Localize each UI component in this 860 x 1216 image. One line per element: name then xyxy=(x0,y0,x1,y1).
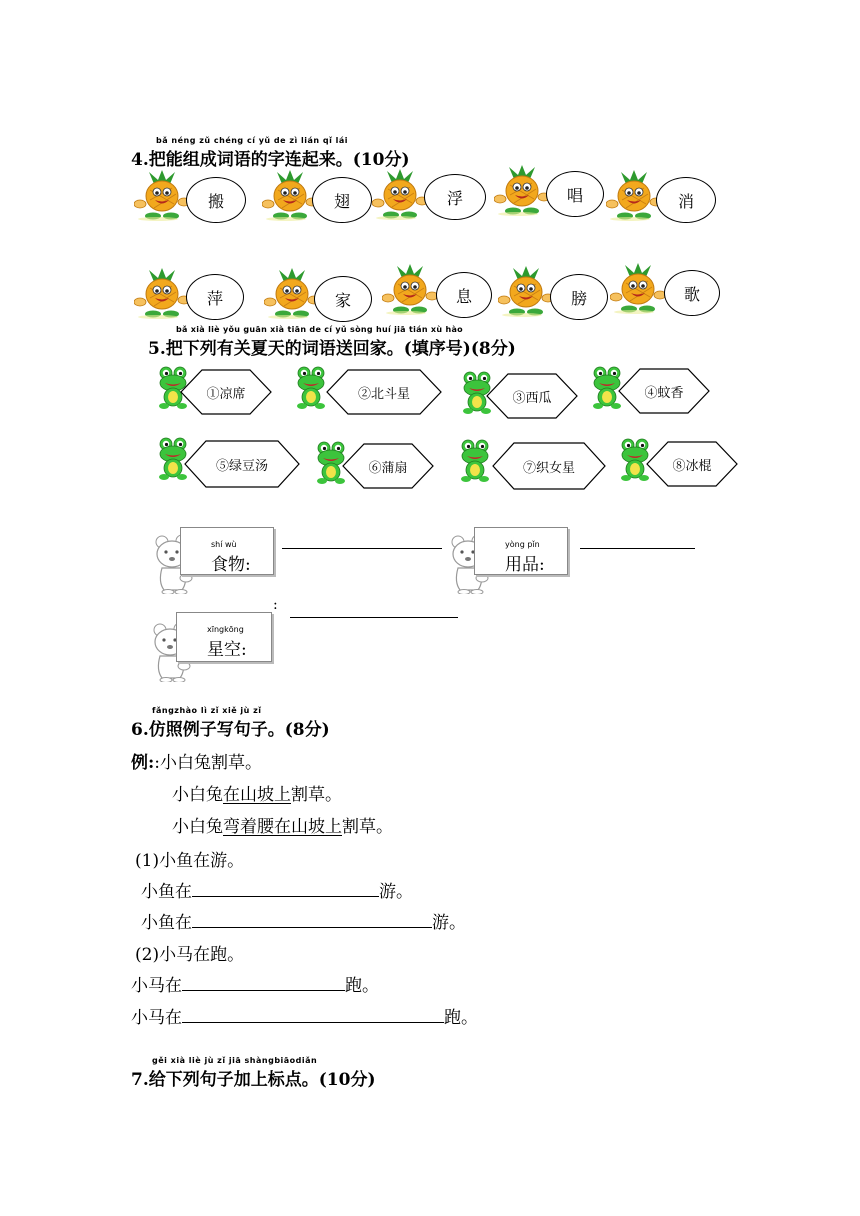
character-oval[interactable]: 膀 xyxy=(550,274,608,320)
category-card[interactable] xyxy=(474,527,568,575)
item-1a-suffix: 游。 xyxy=(379,882,413,902)
word-hexagon[interactable] xyxy=(342,443,434,489)
answer-line-supplies[interactable] xyxy=(580,548,695,549)
colon: : xyxy=(273,597,278,613)
q6-title: 6.仿照例子写句子。(8分) xyxy=(131,720,330,740)
pineapple-icon xyxy=(134,268,192,324)
card-word: 星空: xyxy=(207,640,247,660)
example-line-3-underlined: 弯着腰在山坡上 xyxy=(223,817,342,837)
word-label: ②北斗星 xyxy=(357,386,410,402)
example-line-2-underlined: 在山坡上 xyxy=(223,785,291,805)
pineapple-icon xyxy=(372,169,430,225)
frog-icon xyxy=(460,439,490,487)
word-label: ⑧冰棍 xyxy=(672,458,712,474)
frog-icon xyxy=(296,366,326,414)
q7-pinyin: gěi xià liè jù zǐ jiā shàngbiāodiǎn xyxy=(152,1056,318,1065)
word-hexagon[interactable] xyxy=(492,442,606,490)
example-label: 例: xyxy=(131,753,155,773)
item-2b-prefix: 小马在 xyxy=(131,1008,182,1028)
item-2-prompt: (2)小马在跑。 xyxy=(135,945,245,965)
category-card[interactable] xyxy=(176,612,272,662)
word-hexagon[interactable] xyxy=(326,369,442,415)
example-line-2b: 割草。 xyxy=(291,785,342,805)
example-line-1: :小白兔割草。 xyxy=(154,753,263,773)
word-hexagon[interactable] xyxy=(486,373,578,419)
card-pinyin: shí wù xyxy=(211,540,237,549)
word-hexagon[interactable] xyxy=(646,441,738,487)
word-label: ①凉席 xyxy=(206,386,246,402)
character-oval[interactable]: 唱 xyxy=(546,171,604,217)
card-pinyin: xīngkōng xyxy=(207,625,244,634)
item-1a-prefix: 小鱼在 xyxy=(141,882,192,902)
q6-pinyin: fǎngzhào lì zǐ xiě jù zǐ xyxy=(152,706,262,715)
word-hexagon[interactable] xyxy=(180,369,272,415)
character-oval[interactable]: 翅 xyxy=(312,177,372,223)
word-label: ④蚊香 xyxy=(644,385,684,401)
q4-pinyin: bǎ néng zǔ chéng cí yǔ de zì lián qǐ lái xyxy=(156,136,349,145)
character-oval[interactable]: 消 xyxy=(656,177,716,223)
item-1b-prefix: 小鱼在 xyxy=(141,913,192,933)
item-1-prompt: (1)小鱼在游。 xyxy=(135,851,245,871)
item-1b-suffix: 游。 xyxy=(432,913,466,933)
example-line-3b: 割草。 xyxy=(342,817,393,837)
pineapple-icon xyxy=(494,165,552,221)
example-line-3a: 小白兔 xyxy=(172,817,223,837)
word-label: ⑦织女星 xyxy=(522,460,575,476)
character-oval[interactable]: 息 xyxy=(436,272,492,318)
word-hexagon[interactable] xyxy=(184,440,300,488)
word-label: ⑤绿豆汤 xyxy=(215,458,268,474)
item-2a-prefix: 小马在 xyxy=(131,976,182,996)
category-card[interactable] xyxy=(180,527,274,575)
item-1a-blank[interactable] xyxy=(192,880,379,897)
word-hexagon[interactable] xyxy=(618,368,710,414)
card-pinyin: yòng pǐn xyxy=(505,540,540,549)
pineapple-icon xyxy=(382,264,440,320)
example-line-2a: 小白兔 xyxy=(172,785,223,805)
character-oval[interactable]: 浮 xyxy=(424,174,486,220)
character-oval[interactable]: 歌 xyxy=(664,270,720,316)
q4-title: 4.把能组成词语的字连起来。(10分) xyxy=(131,150,410,170)
pineapple-icon xyxy=(610,263,668,319)
word-label: ⑥蒲扇 xyxy=(368,460,408,476)
item-2a-suffix: 跑。 xyxy=(345,976,379,996)
q5-pinyin: bǎ xià liè yǒu guān xià tiān de cí yǔ sòng huí jiā tián xù hào xyxy=(176,325,463,334)
item-2a-blank[interactable] xyxy=(182,974,345,991)
character-oval[interactable]: 家 xyxy=(314,276,372,322)
item-2b-blank[interactable] xyxy=(182,1006,444,1023)
card-word: 用品: xyxy=(505,555,545,575)
character-oval[interactable]: 搬 xyxy=(186,177,246,223)
answer-line-food[interactable] xyxy=(282,548,442,549)
q5-title: 5.把下列有关夏天的词语送回家。(填序号)(8分) xyxy=(148,339,516,359)
character-oval[interactable]: 萍 xyxy=(186,274,244,320)
q7-title: 7.给下列句子加上标点。(10分) xyxy=(131,1070,376,1090)
item-2b-suffix: 跑。 xyxy=(444,1008,478,1028)
word-label: ③西瓜 xyxy=(512,390,552,406)
card-word: 食物: xyxy=(211,555,251,575)
item-1b-blank[interactable] xyxy=(192,911,432,928)
pineapple-icon xyxy=(134,170,192,226)
pineapple-icon xyxy=(498,266,556,322)
answer-line-sky[interactable] xyxy=(290,617,458,618)
